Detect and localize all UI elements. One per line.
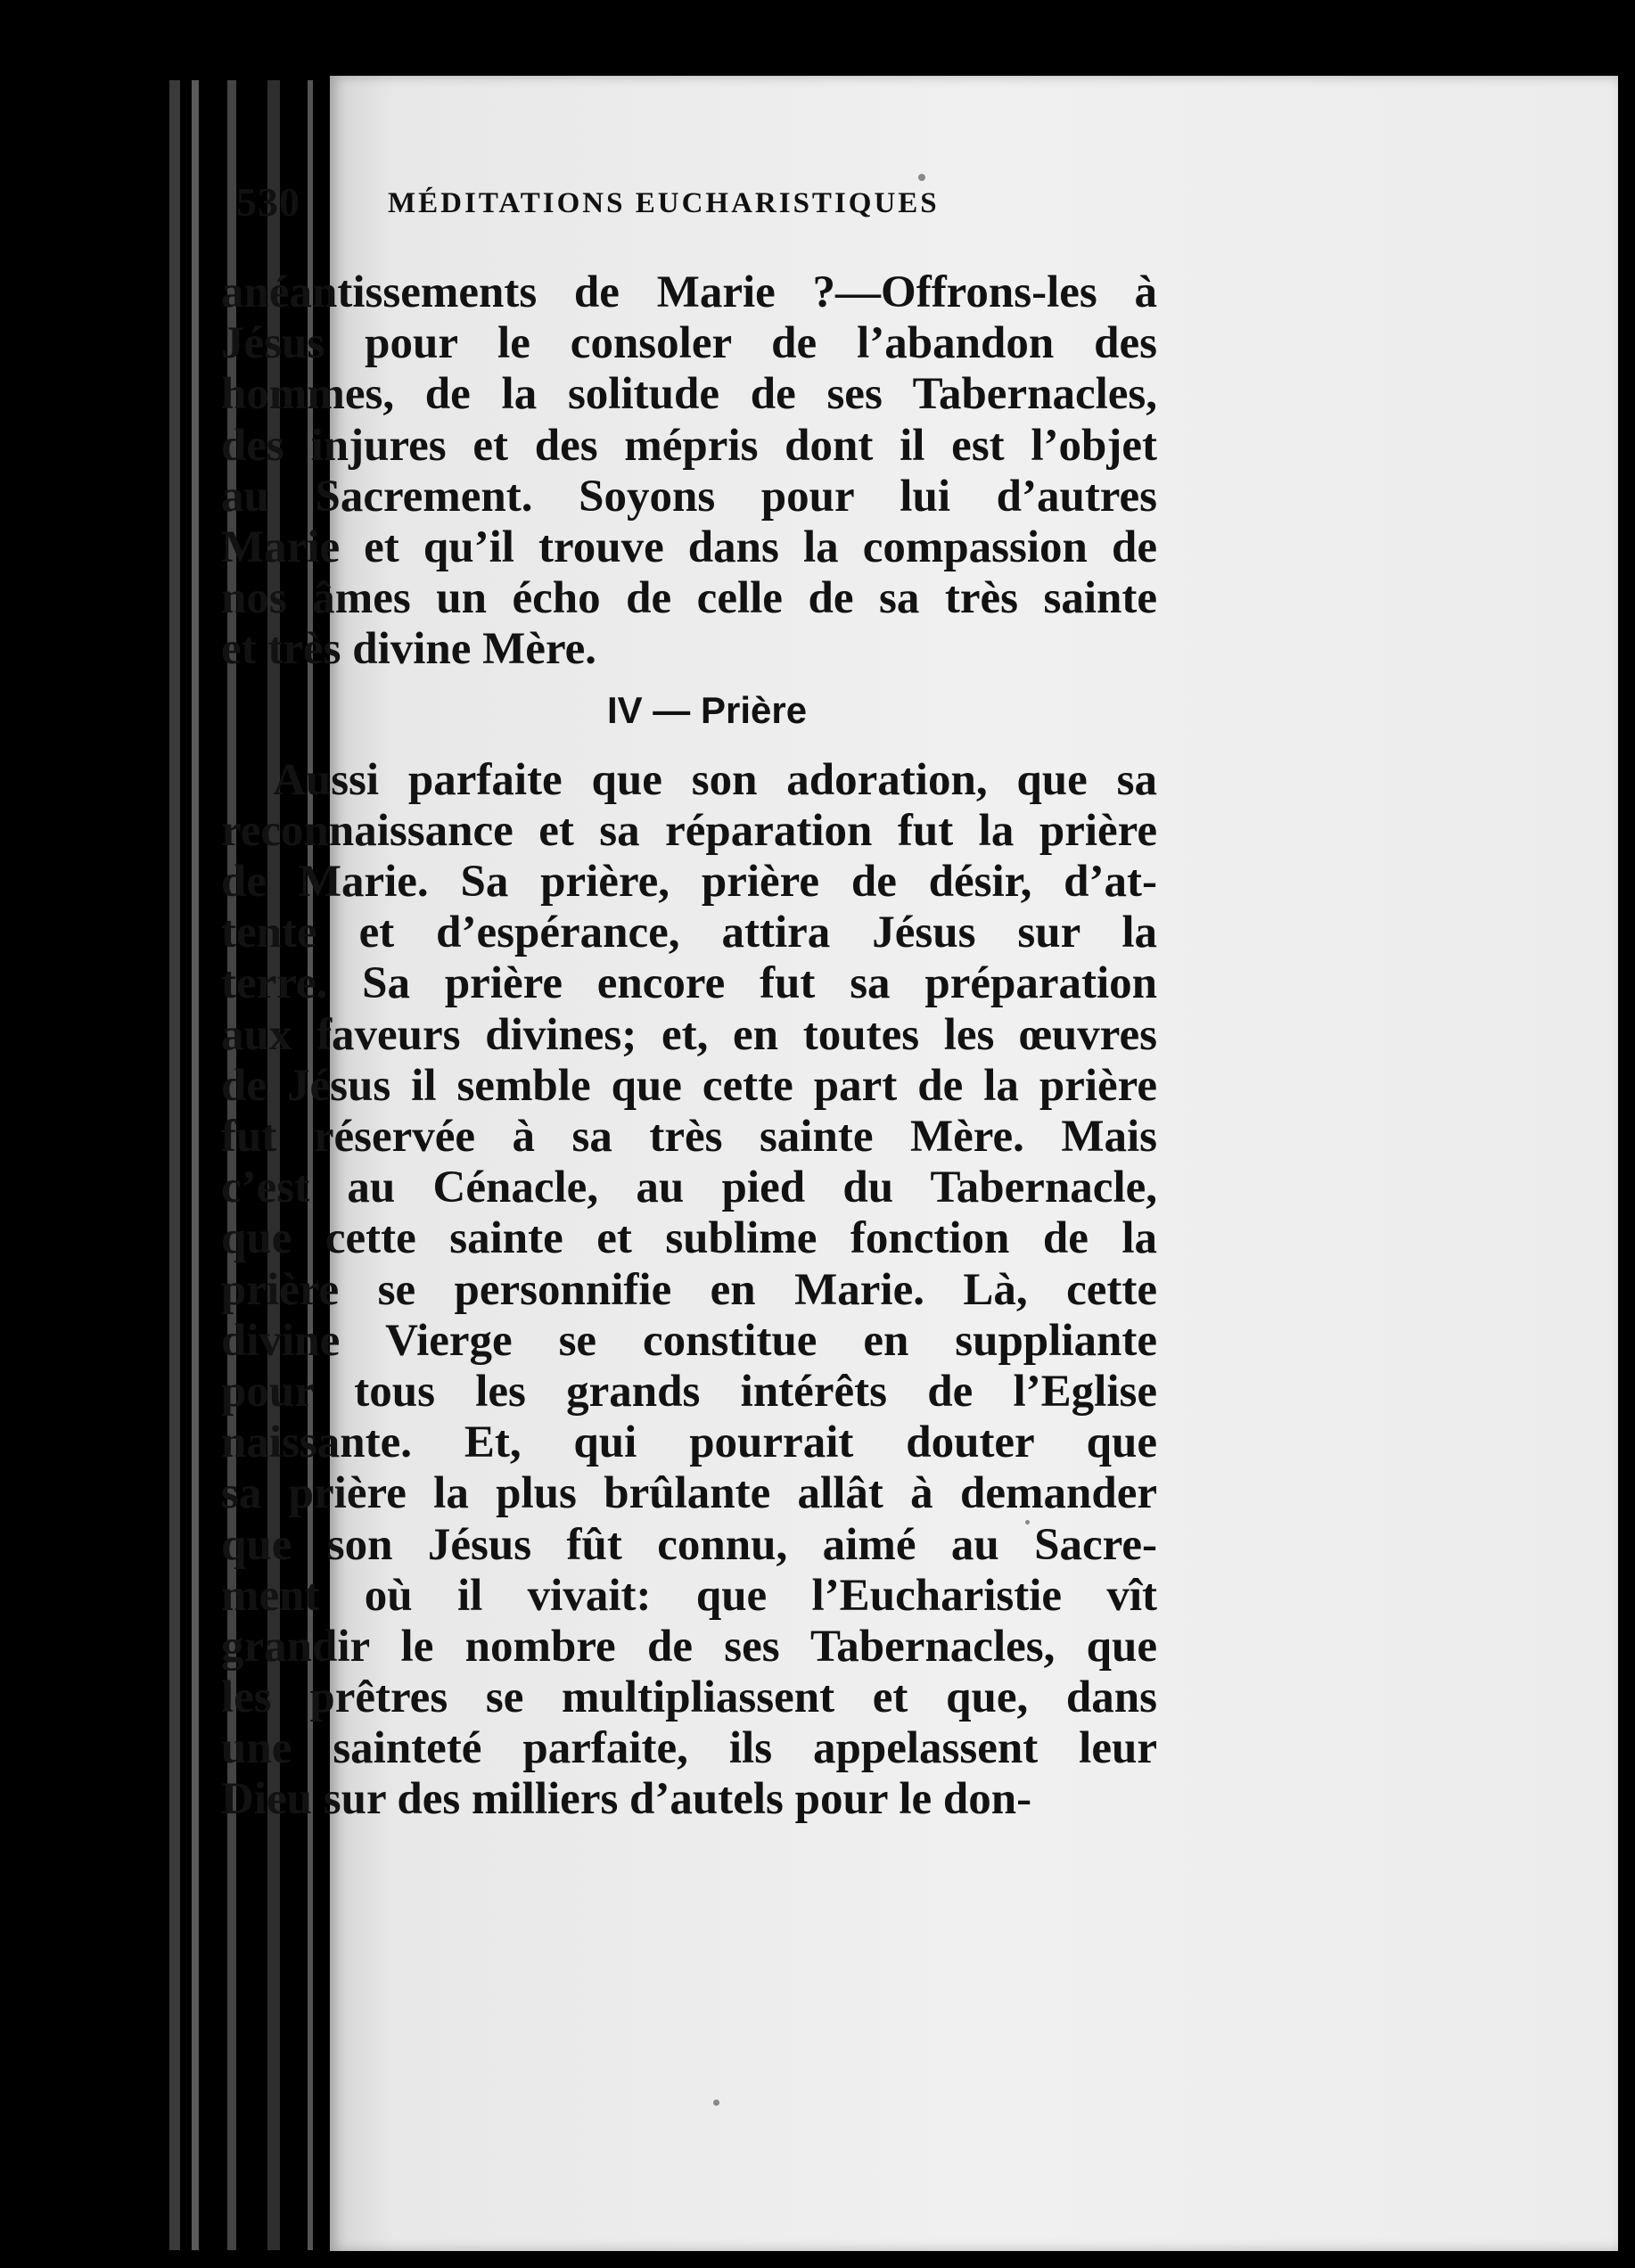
text-line: de Jésus il semble que cette part de la prière <box>221 1060 1157 1111</box>
body-text <box>221 267 1157 1826</box>
text-line: anéantissements de Marie ?—Offrons-les à <box>221 267 1157 317</box>
book-edge <box>169 80 180 2250</box>
text-line: Jésus pour le consoler de l’abandon des <box>221 318 1157 369</box>
scan-speck <box>918 174 925 181</box>
text-line: hommes, de la solitude de ses Tabernacles, <box>221 369 1157 420</box>
text-line: grandir le nombre de ses Tabernacles, que <box>221 1621 1157 1672</box>
text-line: naissante. Et, qui pourrait douter que <box>221 1418 1157 1468</box>
text-line: que cette sainte et sublime fonction de la <box>221 1213 1157 1264</box>
text-line: nos âmes un écho de celle de sa très sainte <box>221 573 1157 624</box>
text-line: tente et d’espérance, attira Jésus sur la <box>221 908 1157 958</box>
text-line: fut réservée à sa très sainte Mère. Mais <box>221 1112 1157 1162</box>
text-line: c’est au Cénacle, au pied du Tabernacle, <box>221 1163 1157 1213</box>
text-line: reconnaissance et sa réparation fut la prière <box>221 805 1157 856</box>
text-line: et très divine Mère. <box>221 624 597 675</box>
text-line: divine Vierge se constitue en suppliante <box>221 1315 1157 1366</box>
text-line: une sainteté parfaite, ils appelassent leur <box>221 1723 1157 1774</box>
paragraph-1 <box>221 267 1157 676</box>
text-line: que son Jésus fût connu, aimé au Sacre- <box>221 1519 1157 1570</box>
paragraph-2 <box>221 755 1157 1826</box>
text-line: au Sacrement. Soyons pour lui d’autres <box>221 471 1157 522</box>
text-line: Marie et qu’il trouve dans la compassion de <box>221 522 1157 572</box>
text-line: Dieu sur des milliers d’autels pour le don- <box>221 1774 1032 1825</box>
text-line: aux faveurs divines; et, en toutes les œuvres <box>221 1009 1157 1060</box>
page-number: 530 <box>236 179 300 225</box>
book-edge <box>192 80 199 2250</box>
text-line: sa prière la plus brûlante allât à demander <box>221 1468 1157 1519</box>
text-line: les prêtres se multipliassent et que, dans <box>221 1672 1157 1723</box>
text-line: pour tous les grands intérêts de l’Eglise <box>221 1366 1157 1417</box>
text-line: terre. Sa prière encore fut sa préparation <box>221 958 1157 1009</box>
text-line: des injures et des mépris dont il est l’objet <box>221 420 1157 471</box>
scan-speck <box>713 2100 719 2106</box>
text-line: ment où il vivait: que l’Eucharistie vît <box>221 1570 1157 1621</box>
section-heading: IV — Prière <box>606 688 808 731</box>
text-line: Aussi parfaite que son adoration, que sa <box>273 754 1157 805</box>
text-line: prière se personnifie en Marie. Là, cette <box>221 1264 1157 1315</box>
text-line: de Marie. Sa prière, prière de désir, d’at- <box>221 857 1157 908</box>
running-title: MÉDITATIONS EUCHARISTIQUES <box>388 187 940 219</box>
